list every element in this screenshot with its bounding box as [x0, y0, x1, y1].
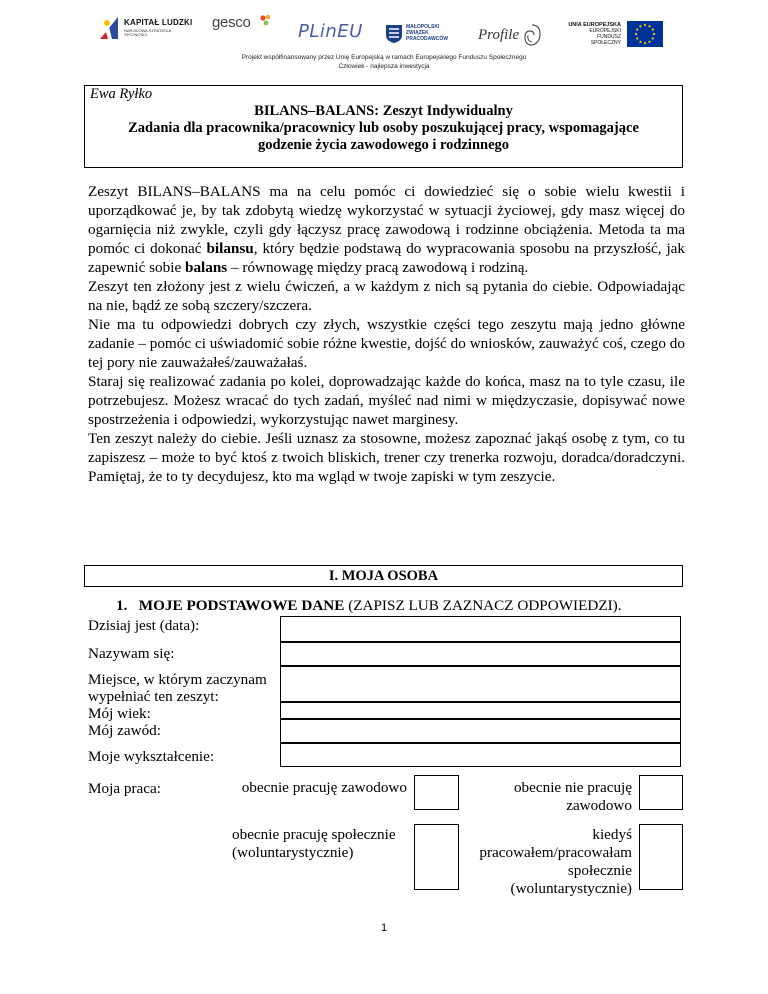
- name-field[interactable]: [280, 642, 681, 666]
- option-works-now-label: obecnie pracuję zawodowo: [241, 779, 407, 796]
- option-volunteer-past-line2: pracowałem/pracowałam: [479, 844, 632, 861]
- date-label: Dzisiaj jest (data):: [88, 617, 200, 634]
- kapital-ludzki-subtitle: NARODOWA STRATEGIA SPÓJNOŚCI: [124, 28, 171, 37]
- ue-line2: EUROPEJSKI: [589, 28, 621, 35]
- ue-line1: UNIA EUROPEJSKA: [568, 21, 621, 28]
- education-label: Moje wykształcenie:: [88, 748, 215, 765]
- intro-paragraph-1: [88, 182, 685, 277]
- plineu-name: PLinEU: [298, 20, 363, 42]
- section-title-box: [84, 565, 683, 587]
- work-label: Moja praca:: [88, 780, 161, 797]
- plineu-logo: [298, 16, 362, 46]
- mzp-line3: PRACODAWCÓW: [406, 35, 448, 42]
- kapital-ludzki-flag-icon: [98, 15, 120, 41]
- section-item-heading: [116, 597, 622, 615]
- option-volunteer-past-checkbox[interactable]: [639, 824, 683, 890]
- profile-logo: [478, 20, 556, 50]
- option-volunteer-now-line2: (woluntarystycznie): [232, 844, 354, 861]
- kapital-ludzki-title: KAPITAŁ LUDZKI: [124, 18, 193, 27]
- job-label: Mój zawód:: [88, 722, 161, 739]
- document-subtitle-line1: Zadania dla pracownika/pracownicy lub osoby poszukującej pracy, wspomagające: [128, 120, 639, 136]
- job-field[interactable]: [280, 719, 681, 743]
- option-not-working-line1: obecnie nie pracuję: [513, 779, 632, 796]
- document-subtitle-line2: godzenie życia zawodowego i rodzinnego: [257, 137, 510, 153]
- section-item-note: (ZAPISZ LUB ZAZNACZ ODPOWIEDZI).: [344, 597, 622, 614]
- intro-paragraph-5: Ten zeszyt należy do ciebie. Jeśli uznasz za stosowne, możesz zapoznać jakąś osobę z tym, co tu zapiszesz – może to być ktoś z twoich bliskich, trener czy trenerka rozwoju, doradca/doradczyni. Pamiętaj, że to ty decydujesz, kto ma wgląd w twoje zapiski w tym zeszycie.: [88, 430, 685, 485]
- eu-flag-icon: [627, 21, 663, 47]
- profile-name: Profile: [478, 26, 520, 43]
- mzp-line1: MAŁOPOLSKI: [406, 24, 440, 31]
- mzp-logo: [385, 22, 463, 46]
- age-field[interactable]: [280, 702, 681, 719]
- ue-logo: [567, 19, 663, 49]
- ue-line3: FUNDUSZ SPOŁECZNY: [590, 34, 621, 47]
- option-volunteer-now-checkbox[interactable]: [414, 824, 459, 890]
- gesco-name: gesco: [212, 14, 251, 31]
- section-item-number: 1.: [116, 597, 128, 614]
- intro-p1-part-b: , który będzie podstawą do wypracowania sposobu na przyszłość, jak zapewnić sobie: [88, 240, 685, 276]
- document-title: BILANS–BALANS: Zeszyt Indywidualny: [254, 103, 513, 119]
- place-label-line2: wypełniać ten zeszyt:: [88, 688, 219, 705]
- intro-paragraph-3: Nie ma tu odpowiedzi dobrych czy złych, wszystkie części tego zeszytu mają jedno główne zadanie – pomóc ci uświadomić sobie różne kwestie, dojść do wniosków, zauważyć coś, czego do tej pory nie zauważałeś/zauważałaś.: [88, 316, 685, 371]
- section-title: I. MOJA OSOBA: [328, 568, 439, 584]
- intro-p1-bold-balans: balans: [185, 259, 228, 276]
- gesco-logo: [212, 14, 268, 48]
- author-name: Ewa Ryłko: [90, 86, 153, 102]
- funding-note-line2: Człowiek - najlepsza inwestycja: [338, 63, 430, 70]
- gesco-dots-icon: [260, 14, 272, 26]
- funding-note-line1: Projekt współfinansowany przez Unię Europejską w ramach Europejskiego Funduszu Społecznego: [241, 54, 527, 61]
- mzp-shield-icon: [385, 24, 403, 44]
- education-field[interactable]: [280, 743, 681, 767]
- option-volunteer-past-line1: kiedyś: [592, 826, 632, 843]
- option-not-working-checkbox[interactable]: [639, 775, 683, 810]
- option-not-working-label: [480, 779, 632, 815]
- option-not-working-line2: zawodowo: [566, 797, 632, 814]
- intro-p1-bold-bilans: bilansu: [206, 240, 254, 257]
- page-number: 1: [380, 922, 388, 934]
- age-label: Mój wiek:: [88, 705, 151, 722]
- option-volunteer-past-line4: (woluntarystycznie): [510, 880, 632, 897]
- intro-p1-part-a: Zeszyt BILANS–BALANS ma na celu pomóc ci dowiedzieć się o sobie wielu kwestii i uporządkować je, by tak zdobytą wiedzę wykorzystać w sytuacji życiowej, gdy masz więcej do ogarnięcia niż zwykle, czyli gdy łączysz pracę zawodową i rodzinne obciążenia. Metoda ta ma pomóc ci dokonać: [88, 183, 685, 257]
- intro-p1-part-c: – równowagę między pracą zawodową i rodziną.: [227, 259, 529, 276]
- option-volunteer-now-line1: obecnie pracuję społecznie: [232, 826, 396, 843]
- profile-head-icon: [522, 23, 542, 47]
- date-field[interactable]: [280, 616, 681, 642]
- mzp-line2: ZWIĄZEK: [406, 30, 429, 37]
- option-volunteer-now-label: [232, 826, 412, 862]
- section-item-title: MOJE PODSTAWOWE DANE: [138, 597, 345, 614]
- intro-paragraph-4: Staraj się realizować zadania po kolei, doprowadzając każde do końca, masz na to tyle czasu, ile potrzebujesz. Możesz wracać do tych zadań, myśleć nad nimi w międzyczasie, dopisywać nowe spostrzeżenia i odpowiedzi, wykorzystując nawet marginesy.: [88, 373, 685, 428]
- kapital-ludzki-logo: [98, 10, 194, 46]
- place-field[interactable]: [280, 666, 681, 702]
- option-volunteer-past-line3: społecznie: [567, 862, 632, 879]
- name-label: Nazywam się:: [88, 645, 175, 662]
- place-label-line1: Miejsce, w którym zaczynam: [88, 671, 267, 688]
- option-works-now-checkbox[interactable]: [414, 775, 459, 810]
- option-volunteer-past-label: [470, 826, 632, 898]
- intro-paragraph-2: Zeszyt ten złożony jest z wielu ćwiczeń, a w każdym z nich są pytania do ciebie. Odpowiadając na nie, bądź ze sobą szczery/szczera.: [88, 278, 685, 314]
